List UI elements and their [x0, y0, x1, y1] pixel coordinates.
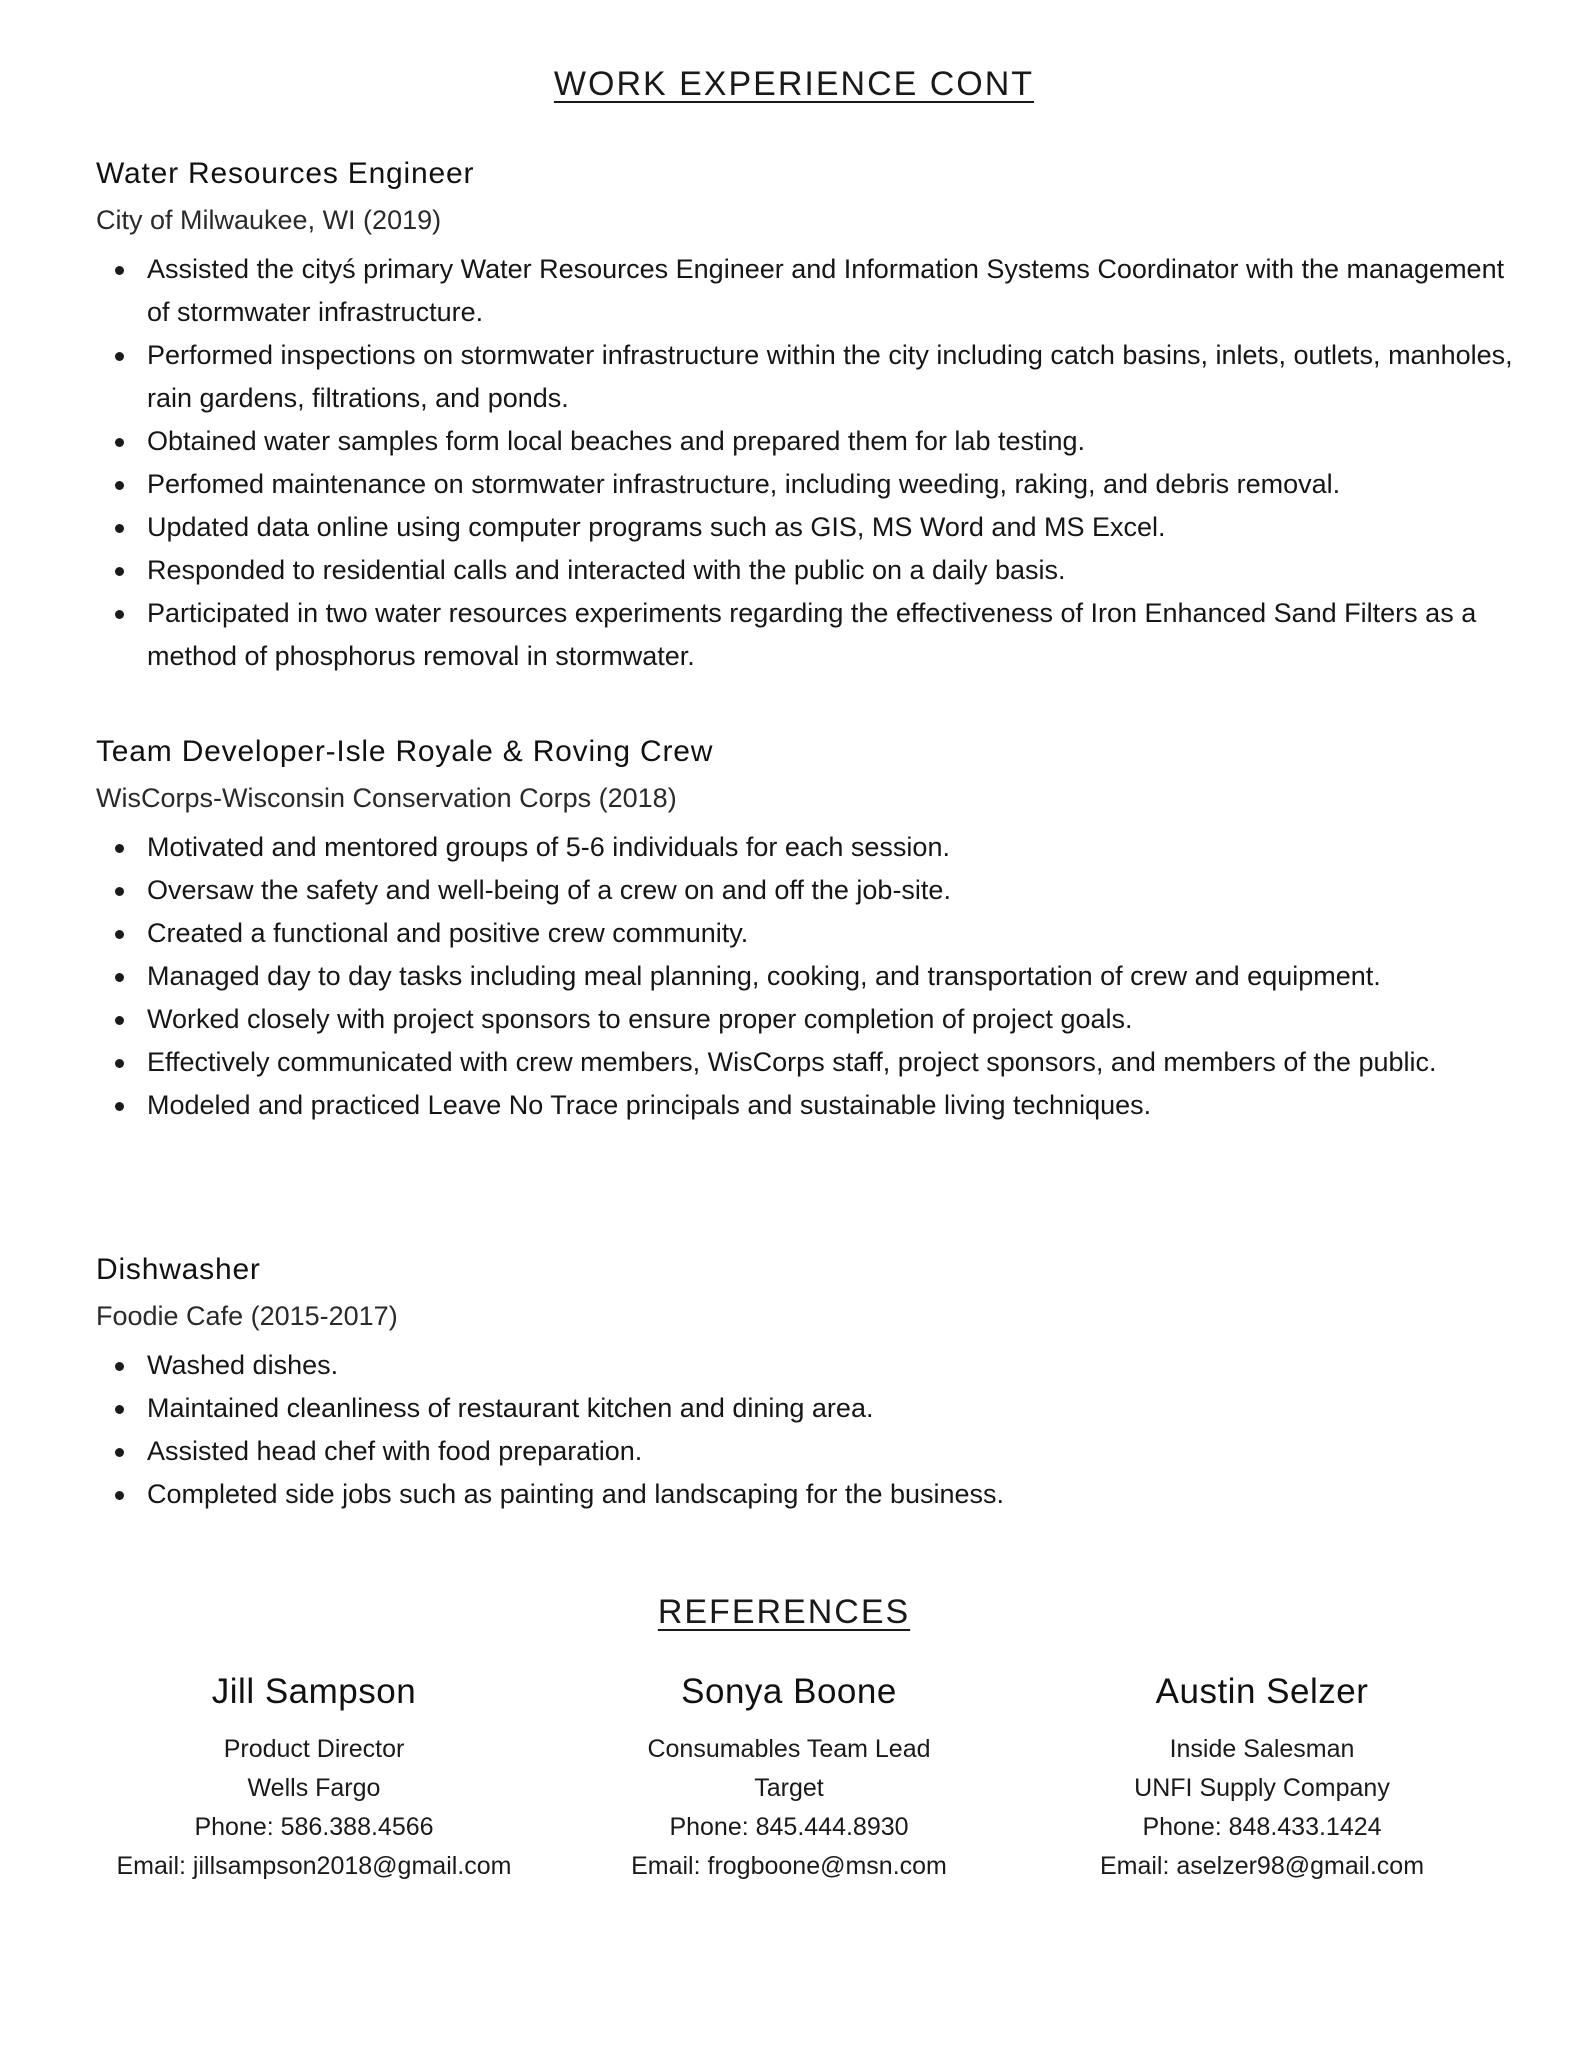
- reference-role: Inside Salesman: [1169, 1735, 1355, 1763]
- job-entry-water-resources: [96, 154, 1516, 678]
- job-entry-team-developer: [96, 732, 1516, 1127]
- job-bullet: Obtained water samples form local beaches and prepared them for lab testing.: [96, 420, 1516, 463]
- job-bullet: Completed side jobs such as painting and landscaping for the business.: [96, 1473, 1516, 1516]
- job-bullet: Worked closely with project sponsors to ensure proper completion of project goals.: [96, 998, 1516, 1041]
- job-bullet: Perfomed maintenance on stormwater infrastructure, including weeding, raking, and debris removal.: [96, 463, 1516, 506]
- job-company: City of Milwaukee, WI (2019): [96, 205, 442, 235]
- job-bullet: Managed day to day tasks including meal planning, cooking, and transportation of crew and equipment.: [96, 955, 1516, 998]
- reference-role: Consumables Team Lead: [647, 1735, 931, 1763]
- reference-name: Jill Sampson: [211, 1672, 417, 1711]
- job-bullet: Participated in two water resources experiments regarding the effectiveness of Iron Enhanced Sand Filters as a method of phosphorus removal in stormwater.: [96, 592, 1516, 678]
- job-bullet: Maintained cleanliness of restaurant kitchen and dining area.: [96, 1387, 1516, 1430]
- job-bullet: Created a functional and positive crew community.: [96, 912, 1516, 955]
- reference-email: Email: frogboone@msn.com: [631, 1852, 947, 1880]
- job-bullet-list: [96, 826, 1516, 1127]
- job-company: WisCorps-Wisconsin Conservation Corps (2018): [96, 783, 677, 813]
- job-bullet: Updated data online using computer programs such as GIS, MS Word and MS Excel.: [96, 506, 1516, 549]
- work-experience-heading-text: WORK EXPERIENCE CONT: [553, 65, 1035, 103]
- job-bullet: Washed dishes.: [96, 1344, 1516, 1387]
- reference-company: Wells Fargo: [247, 1774, 381, 1802]
- job-bullet: Assisted the cityś primary Water Resources Engineer and Information Systems Coordinator with the management of stormwater infrastructure.: [96, 248, 1516, 334]
- job-bullet-list: [96, 248, 1516, 678]
- job-entry-dishwasher: [96, 1250, 1516, 1516]
- job-bullet: Modeled and practiced Leave No Trace principals and sustainable living techniques.: [96, 1084, 1516, 1127]
- reference-card-sonya-boone: [559, 1670, 1019, 1886]
- job-title: Water Resources Engineer: [96, 157, 475, 190]
- job-company: Foodie Cafe (2015-2017): [96, 1301, 398, 1331]
- job-bullet-list: [96, 1344, 1516, 1516]
- work-experience-heading: [0, 64, 1588, 104]
- job-bullet: Performed inspections on stormwater infrastructure within the city including catch basins, inlets, outlets, manholes, rain gardens, filtrations, and ponds.: [96, 334, 1516, 420]
- job-bullet: Motivated and mentored groups of 5-6 individuals for each session.: [96, 826, 1516, 869]
- job-bullet: Oversaw the safety and well-being of a crew on and off the job-site.: [96, 869, 1516, 912]
- job-bullet: Assisted head chef with food preparation.: [96, 1430, 1516, 1473]
- reference-phone: Phone: 586.388.4566: [194, 1813, 434, 1841]
- reference-role: Product Director: [223, 1735, 405, 1763]
- reference-name: Austin Selzer: [1155, 1672, 1369, 1711]
- reference-card-austin-selzer: [1032, 1670, 1492, 1886]
- references-heading: [0, 1592, 1578, 1632]
- reference-phone: Phone: 845.444.8930: [669, 1813, 909, 1841]
- job-bullet: Effectively communicated with crew members, WisCorps staff, project sponsors, and members of the public.: [96, 1041, 1516, 1084]
- job-bullet: Responded to residential calls and interacted with the public on a daily basis.: [96, 549, 1516, 592]
- reference-phone: Phone: 848.433.1424: [1142, 1813, 1382, 1841]
- reference-name: Sonya Boone: [681, 1672, 897, 1711]
- references-heading-text: REFERENCES: [657, 1593, 911, 1631]
- job-title: Dishwasher: [96, 1253, 261, 1286]
- reference-email: Email: aselzer98@gmail.com: [1099, 1852, 1425, 1880]
- reference-email: Email: jillsampson2018@gmail.com: [116, 1852, 512, 1880]
- references-list: [0, 1670, 1588, 1900]
- reference-company: UNFI Supply Company: [1134, 1774, 1390, 1802]
- reference-company: Target: [754, 1774, 824, 1802]
- job-title: Team Developer-Isle Royale & Roving Crew: [96, 735, 714, 768]
- reference-card-jill-sampson: [84, 1670, 544, 1886]
